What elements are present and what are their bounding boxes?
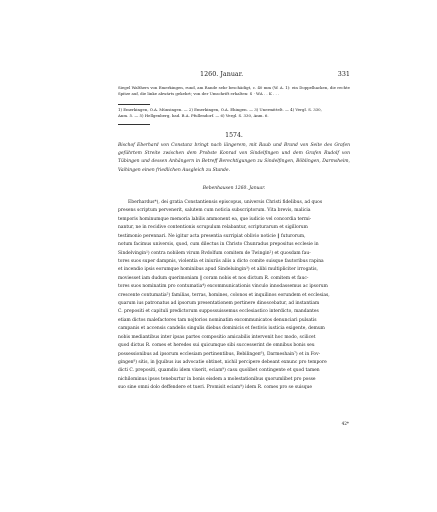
page-number: 331 [337,70,350,78]
body-line: tores suos nominatim pro contumatia⁴) excommunicationis vinculo innodassemus ac ipsorum [118,284,328,290]
body-line: possessionibus ad ipsorum ecclesiam pertinentibus, Bebilingen⁶), Darmeshain⁷) et in Fov- [118,351,321,357]
body-line: gingen⁸) sitis, in ‖quibus ius advocatie obtinet, nichil percipere debeant exnunc pro tempore [118,360,327,366]
body-line: dicti C. prepositi, quamdiu idem vixerit, eciam⁹) casu quolibet contingente et quod tamen [118,368,320,374]
body-line: et incendio ipsis eorumque hominibus apud Sindeluingin³) et alibi multipliciter irrogatis, [118,267,318,273]
running-head [118,69,350,79]
document-summary [118,142,350,175]
body-line: suo sine omni dolo deffendere et tueri. Promisit eciam⁹) idem R. comes pro se suisque [118,385,313,391]
body-line: campanis et accensis candelis singulis diebus dominicis et festivis iusticia exigente, demum [118,326,325,332]
seal-note-text: Siegel Walthers von Emerkingen, rund, am Rande sehr beschädigt, c. 40 mm (W. A. 1): ein Doppelhacken, die rechte Spitze auf, die linke abwärts gekehrt; von der Umschrift erhalten: S · WA . . K . . . [118,85,350,97]
signature-mark: 42* [341,421,349,426]
footnotes [118,107,350,120]
body-line: nichilominus ipsos teneburtur in bonis eisdem a molestationibus quorumlibet pro posse [118,376,316,382]
body-line: C. prepositi et capituli predictorum suppossuissemus ecclesiastico interdicto, mandantes [118,309,319,315]
body-line: temporis hominumque memoria labilis ammonent ea, que iudicio vel concordia termi- [118,216,312,222]
body-line: Eberhardus*), dei gratia Constantiensis episcopus, universis Christi fidelibus, ad quos [128,200,323,205]
body-line: crescente contumatia⁵) familias, terras, homines, colonos et inquilinos eorundem et ecclesias, [118,292,330,298]
footnote-line: 1) Emerkingen, O.A. Münsingen. — 2) Emerkingen, O.A. Ehingen. — 3) Unermittelt. — 4) Vergl. S. 330, [118,107,322,112]
body-line: Sindelvingin¹) contra nobilem virum Rvdolfum comitem de Twingin²) et quosdam fau- [118,250,311,256]
place-date: Bebenhausen 1260. Januar. [202,186,266,191]
body-line: moviesset iam dudum querimoniam ‖ coram nobis et nos dictum R. comitem et fauc- [118,275,309,281]
header-date: 1260. Januar. [200,70,244,78]
footnote-rule [118,104,150,105]
document-number: 1574. [225,132,243,139]
body-line: presens scriptum pervenerit, salutem cum noticia subscriptorum. Vita brevis, malicia [118,208,311,214]
body-line: quarum ius patronatus ad ipsorum presentationem pertinere dinoscebatur, ad instantiam [118,301,320,307]
body-line: quod dictus R. comes et heredes sui quicumque sibi successerint de omnibus bonis seu [118,343,315,349]
body-line: tores suos super dampnis, violentia et iniuriis aliis a dicto comite suisque fautoribus rapina [118,258,324,264]
body-line: etiam dictos malefactores tam nojtorios nominatim excommunicatos denunciari pulsatis [118,317,317,323]
summary-text: Bischof Eberhard von Constanz bringt nach längerem, mit Raub und Brand von Seite des Grafen geführtem Streite zwischen dem Probste Konrad von Sindelfingen und dem Grafen Rudolf von Tübingen und dessen Anhängern in Betreff Berechtigungen zu Sindelfingen, Böblingen, Darmsheim, Vaihingen einen friedlichen Ausgleich zu Stande. [118,143,350,173]
charter-text [118,199,350,393]
body-line: notum facimus universis, quod, cum dilectus in Christo Chunradus prepositus ecclesie in [118,242,319,248]
body-line: nantur, ne in recidive contentionis scrupulum relabantur, scripturarum et sigillorum [118,225,308,231]
body-line: testimonio perennari. Ne igitur acta presentia surripiat oblivio noticie ‖ futurorum, [118,233,306,239]
seal-note [118,85,350,98]
section-rule [118,124,150,125]
body-line: nobis mediantibus inter ipsas partes compositio amicabilis intervenit hoc modo, scilicet [118,334,316,340]
footnote-line: Anm. 5. — 5) Hellgenberg, bad. B.A. Pfullendorf. — 6) Vergl. S. 330, Anm. 6. [118,113,269,119]
